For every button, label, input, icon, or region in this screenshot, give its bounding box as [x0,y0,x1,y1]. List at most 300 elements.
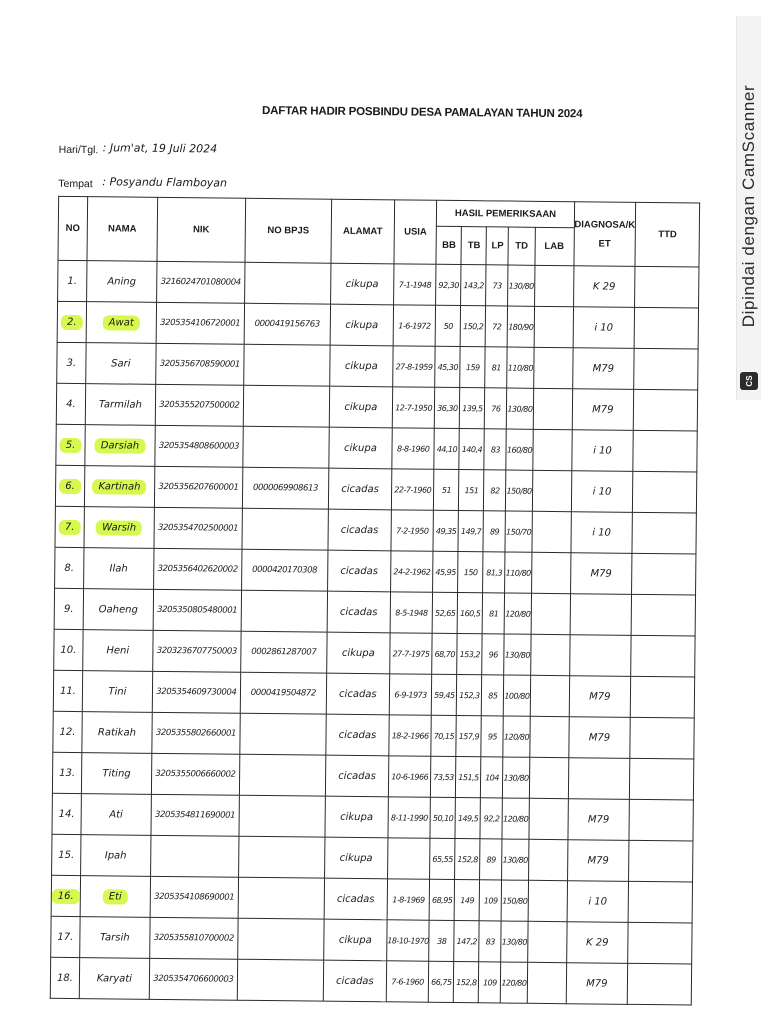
cell-usia-text: 7-1-1948 [398,279,432,290]
cell-tb [455,798,480,839]
cell-diagnosa [573,307,635,349]
cell-usia-text: 8-8-1960 [396,443,430,454]
cell-lp [480,839,502,880]
cell-nik-text: 3205355802660001 [155,727,237,739]
cell-diagnosa [566,922,628,964]
table-row [55,547,697,595]
cell-alamat-text: cicadas [340,565,379,577]
cell-ttd [632,553,696,595]
cell-ttd [635,266,699,308]
cell-lp-text: 92,2 [483,813,500,823]
cell-nik [154,466,242,508]
cell-nama-text: Titing [102,767,131,780]
cell-alamat-text: cikupa [338,934,372,946]
cell-nik [151,753,239,795]
table-row [56,424,698,472]
header-hasil-pemeriksaan: HASIL PEMERIKSAAN [437,200,574,227]
cell-nik [156,302,244,344]
header-diagnosa-line1: DIAGNOSA/K [574,218,636,231]
cell-td-text: 130/80 [507,404,533,414]
header-bpjs: NO BPJS [245,198,332,263]
cell-bb [429,920,454,961]
cell-diagnosa [571,471,633,513]
cell-diagnosa-text: M79 [588,731,611,744]
cell-diagnosa [571,430,633,472]
cell-diagnosa [568,758,630,800]
cell-ttd [629,840,693,882]
cell-nik [150,917,238,959]
cell-no [52,793,81,834]
cell-nama [80,835,150,877]
cell-nik [151,794,239,836]
place-label: Tempat [58,177,93,191]
cell-alamat-text: cikupa [345,319,379,331]
cell-lab [534,306,573,347]
table-row [52,793,694,841]
cell-nama-text: Ilah [109,562,128,575]
cell-lp-text: 81 [491,362,501,372]
cell-tb-text: 143,2 [463,280,484,290]
cell-bb-text: 52,65 [434,608,456,618]
cell-tb [457,634,482,675]
cell-nik-text: 3205356402620002 [157,563,238,575]
cell-alamat [329,427,392,469]
cell-nik [155,384,243,426]
cell-usia [390,551,433,592]
cell-no-text: 12. [59,726,76,738]
cell-td [502,798,529,839]
cell-bb [436,264,461,305]
cell-lab [528,880,567,921]
cell-bb [436,305,461,346]
cell-lp-text: 89 [489,526,500,536]
cell-nama [86,343,156,385]
header-lab: LAB [535,227,574,265]
table-row [50,957,692,1005]
cell-bpjs-text: 0000069908613 [252,482,319,494]
cell-no-text: 10. [60,644,77,656]
cell-nik-text: 3205355006660002 [155,768,236,780]
cell-diagnosa [567,840,629,882]
cell-bpjs [242,467,328,509]
cell-usia-text: 1-8-1969 [392,894,425,905]
cell-lp [481,716,503,757]
cell-bpjs [244,262,330,304]
cell-diagnosa-text: K 29 [585,936,609,949]
cell-tb [454,962,479,1003]
cell-tb [459,470,484,511]
cell-td [504,634,531,675]
cell-tb-text: 140,4 [461,444,483,454]
header-nama: NAMA [87,197,158,262]
cell-lp-text: 81 [489,608,499,618]
header-td: TD [508,227,535,265]
cell-bb [430,797,455,838]
cell-lab [527,962,566,1003]
cell-bpjs [244,344,330,386]
cell-lab [532,429,571,470]
cell-nama [84,466,154,508]
cell-usia-text: 8-5-1948 [395,607,428,618]
cell-bb-text: 70,15 [433,731,455,741]
cell-diagnosa [569,676,631,718]
cell-bpjs [240,672,326,714]
cell-td-text: 160/80 [506,445,533,455]
cell-nama-text: Aning [107,275,137,288]
cell-td-text: 130/80 [503,773,529,783]
cell-no-text: 3. [66,357,77,369]
cell-lab [532,470,571,511]
cell-lp [485,347,507,388]
cell-usia [390,633,433,674]
cell-ttd [630,717,694,759]
cell-alamat [326,714,389,756]
cell-alamat [327,591,390,633]
date-value: : Jum'at, 19 Juli 2024 [102,141,218,156]
table-row [57,342,699,390]
cell-nama-text: Kartinah [92,479,146,495]
cell-alamat [325,796,388,838]
cell-nik-text: 3205356207600001 [158,481,239,493]
cell-ttd [634,389,698,431]
cell-tb-text: 152,8 [456,977,477,987]
cell-no [51,916,80,957]
cell-bb-text: 65,55 [432,854,453,864]
cell-no-text: 2. [61,314,83,329]
cell-lp [479,921,501,962]
cell-alamat [330,304,393,346]
table-row [57,301,699,349]
cell-nik-text: 3205354108690001 [154,891,235,903]
cell-nama [86,302,156,344]
cell-diagnosa-text: M79 [589,690,611,703]
cell-no-text: 11. [59,685,76,697]
cell-lp [484,429,506,470]
cell-tb [458,552,483,593]
cell-no-text: 16. [52,888,80,903]
cell-bb-text: 44,10 [436,444,458,454]
cell-no [56,424,85,465]
cell-nik-text: 3205354609730004 [156,686,237,698]
header-alamat: ALAMAT [331,199,395,264]
cell-alamat [328,509,391,551]
cell-bpjs [243,426,329,468]
cell-tb-text: 150,2 [462,321,484,331]
cell-alamat-text: cicadas [336,893,375,905]
cell-nik [154,507,242,549]
cell-alamat-text: cikupa [339,852,373,864]
cell-usia [393,346,436,387]
cell-usia-text: 8-11-1990 [390,812,428,823]
cell-diagnosa-text: M79 [590,567,612,580]
cell-tb-text: 139,5 [462,403,483,413]
cell-ttd [630,758,694,800]
cell-diagnosa [568,717,630,759]
cell-tb [456,716,481,757]
cell-td-text: 110/80 [507,363,534,373]
cell-nama [85,425,155,467]
cell-tb-text: 147,2 [456,936,478,946]
cell-lp [486,265,508,306]
cell-nama-text: Oaheng [98,603,138,616]
cell-nik [153,548,241,590]
cell-no [54,629,83,670]
cell-tb [460,347,485,388]
cell-bb [434,428,459,469]
cell-nama [80,876,150,918]
cell-nama-text: Warsih [96,520,142,535]
cell-no-text: 8. [64,562,75,574]
cell-tb [455,839,480,880]
cell-bpjs-text: 0000419504872 [250,687,316,699]
cell-bb [435,387,460,428]
cell-lp [480,798,502,839]
cell-diagnosa [573,266,635,308]
cell-no [58,260,87,301]
cell-diagnosa-text: i 10 [592,485,612,498]
cell-alamat-text: cikupa [344,360,378,372]
cell-tb [454,921,479,962]
cell-ttd [631,676,695,718]
cell-alamat-text: cikupa [340,811,374,823]
cell-nik [153,630,241,672]
cell-tb-text: 153,2 [459,649,481,659]
cell-bpjs [240,713,326,755]
cell-lab [529,716,568,757]
cell-no [52,752,81,793]
cell-nik [152,671,240,713]
cell-td [501,962,528,1003]
cell-nama [82,671,152,713]
cell-td [505,552,532,593]
cell-ttd [629,799,693,841]
cell-no [53,670,82,711]
cell-alamat [327,632,390,674]
cell-td-text: 150/70 [506,527,532,537]
cell-lp-text: 73 [492,280,502,290]
cell-ttd [634,348,698,390]
cell-tb-text: 151,5 [458,772,479,782]
cell-tb [461,265,486,306]
cell-alamat-text: cicadas [338,729,377,741]
cell-td [506,429,533,470]
cell-td-text: 130/80 [508,281,534,291]
cell-usia [387,920,430,961]
cell-td [508,265,535,306]
cell-td-text: 130/80 [504,650,530,660]
cell-bpjs-text: 0000419156763 [254,318,320,330]
date-label: Hari/Tgl. [58,143,99,157]
cell-lp [483,552,505,593]
table-row [51,916,693,964]
cell-bb [431,756,456,797]
cell-bpjs [242,508,328,550]
table-row [52,752,694,800]
cell-alamat [330,345,393,387]
cell-diagnosa-text: i 10 [588,895,608,908]
cell-alamat [327,550,390,592]
cell-nik [150,876,238,918]
cell-bb-text: 92,30 [438,280,459,290]
cell-nama-text: Tarmilah [98,398,142,411]
cell-no [53,711,82,752]
cell-nik [152,712,240,754]
cell-bpjs [238,836,324,878]
cell-bpjs [238,918,324,960]
cell-td-text: 120/80 [503,814,529,824]
cell-td-text: 110/80 [505,568,531,578]
cell-no-text: 9. [63,603,74,615]
cell-td-text: 150/80 [502,896,528,906]
cell-bb-text: 36,30 [437,403,458,413]
cell-tb-text: 159 [465,362,480,372]
cell-ttd [632,512,696,554]
cell-alamat [324,837,387,879]
cell-diagnosa [568,799,630,841]
cell-alamat-text: cicadas [340,524,379,536]
cell-td [502,839,529,880]
cell-nik-text: 3205354811690001 [154,809,236,821]
cell-lab [530,675,569,716]
cell-no-text: 4. [66,398,76,410]
header-ttd: TTD [635,202,700,267]
cell-nama [84,507,154,549]
cell-lp [482,634,504,675]
cell-alamat [325,755,388,797]
cell-nama-text: Sari [111,357,131,370]
cell-bb-text: 73,53 [433,772,454,782]
cell-tb-text: 149,5 [457,813,479,823]
cell-bb-text: 45,95 [435,567,456,577]
cell-alamat-text: cikupa [345,278,379,290]
cell-tb-text: 151 [464,485,479,495]
cell-diagnosa [572,389,634,431]
cell-nik-text: 3205350805480001 [157,604,238,616]
table-row [52,834,694,882]
attendance-rows [50,260,699,1005]
cell-ttd [631,594,695,636]
cell-tb [458,593,483,634]
cell-usia [393,264,436,305]
table-row [55,465,697,513]
cell-usia-text: 27-7-1975 [392,648,430,659]
cell-lp-text: 109 [482,977,497,987]
cell-td-text: 130/80 [502,855,528,865]
cell-nama [83,548,153,590]
cell-ttd [628,881,692,923]
cell-bb-text: 59,45 [434,690,455,700]
cell-tb [460,388,485,429]
header-no: NO [58,196,88,260]
cell-lp [485,388,507,429]
cell-td-text: 150/80 [506,486,532,496]
cell-no [55,506,84,547]
cell-bb [434,469,459,510]
cell-lp [483,511,505,552]
cell-usia-text: 27-8-1959 [395,361,433,372]
cell-alamat-text: cicadas [336,975,374,987]
cell-tb-text: 152,8 [457,854,478,864]
cell-diagnosa-text: K 29 [592,280,616,293]
cell-nama [81,794,151,836]
cell-td-text: 130/80 [501,937,527,947]
cell-alamat [323,960,386,1002]
table-row [51,875,693,923]
cell-bpjs [244,303,330,345]
cell-lp [482,675,504,716]
cell-alamat [326,673,389,715]
cell-nama-text: Eti [103,889,128,904]
cell-nama-text: Darsiah [95,438,146,454]
cell-lp-text: 89 [486,854,496,864]
cell-alamat-text: cikupa [341,647,375,659]
cell-td [508,306,535,347]
cell-bpjs [237,959,323,1001]
cell-bpjs-text: 0000420170308 [252,564,318,576]
cell-tb-text: 150 [463,567,478,577]
cell-diagnosa-text: M79 [592,362,615,375]
cell-diagnosa-text: M79 [587,813,610,826]
cell-diagnosa [572,348,634,390]
cell-bb-text: 68,70 [434,649,456,659]
cell-bb-text: 66,75 [431,977,452,987]
cell-nama-text: Ipah [104,849,127,862]
cell-diagnosa [567,881,629,923]
cell-lab [529,798,568,839]
cell-no [50,957,79,998]
cell-ttd [631,635,695,677]
cell-bb [433,510,458,551]
cell-usia [390,592,433,633]
cell-usia [391,469,434,510]
cell-bpjs [239,795,325,837]
cell-td [507,388,534,429]
cell-td [507,347,534,388]
cell-bb [433,592,458,633]
cell-lab [533,388,572,429]
cell-nama [86,261,156,303]
cell-usia-text: 10-6-1966 [391,771,429,782]
cell-bpjs-text: 0002861287007 [251,646,317,658]
header-usia: USIA [394,200,437,264]
cell-lp-text: 82 [490,485,500,495]
cell-td-text: 120/80 [503,732,530,742]
cell-tb [459,429,484,470]
cell-alamat [330,263,393,305]
cell-td [502,880,529,921]
cell-tb [461,306,486,347]
cell-bb [432,633,457,674]
cell-nik [153,589,241,631]
cell-nama [82,712,152,754]
cell-td-text: 100/80 [504,691,530,701]
cell-diagnosa-text: i 10 [592,526,611,539]
place-value: : Posyandu Flamboyan [102,175,228,190]
cell-usia-text: 7-6-1960 [391,976,424,987]
cell-alamat [324,919,387,961]
cell-diagnosa [570,553,632,595]
cell-alamat [324,878,387,920]
cell-nik-text: 3203236707750003 [156,645,237,657]
cell-nik [150,835,238,877]
cell-bpjs [238,877,324,919]
cell-lab [533,347,572,388]
cell-lp-text: 95 [487,731,498,741]
cell-no [51,875,80,916]
cell-nik-text: 3205355207500002 [159,399,240,411]
cell-nama-text: Tarsih [99,931,130,944]
cell-tb-text: 152,3 [459,690,480,700]
